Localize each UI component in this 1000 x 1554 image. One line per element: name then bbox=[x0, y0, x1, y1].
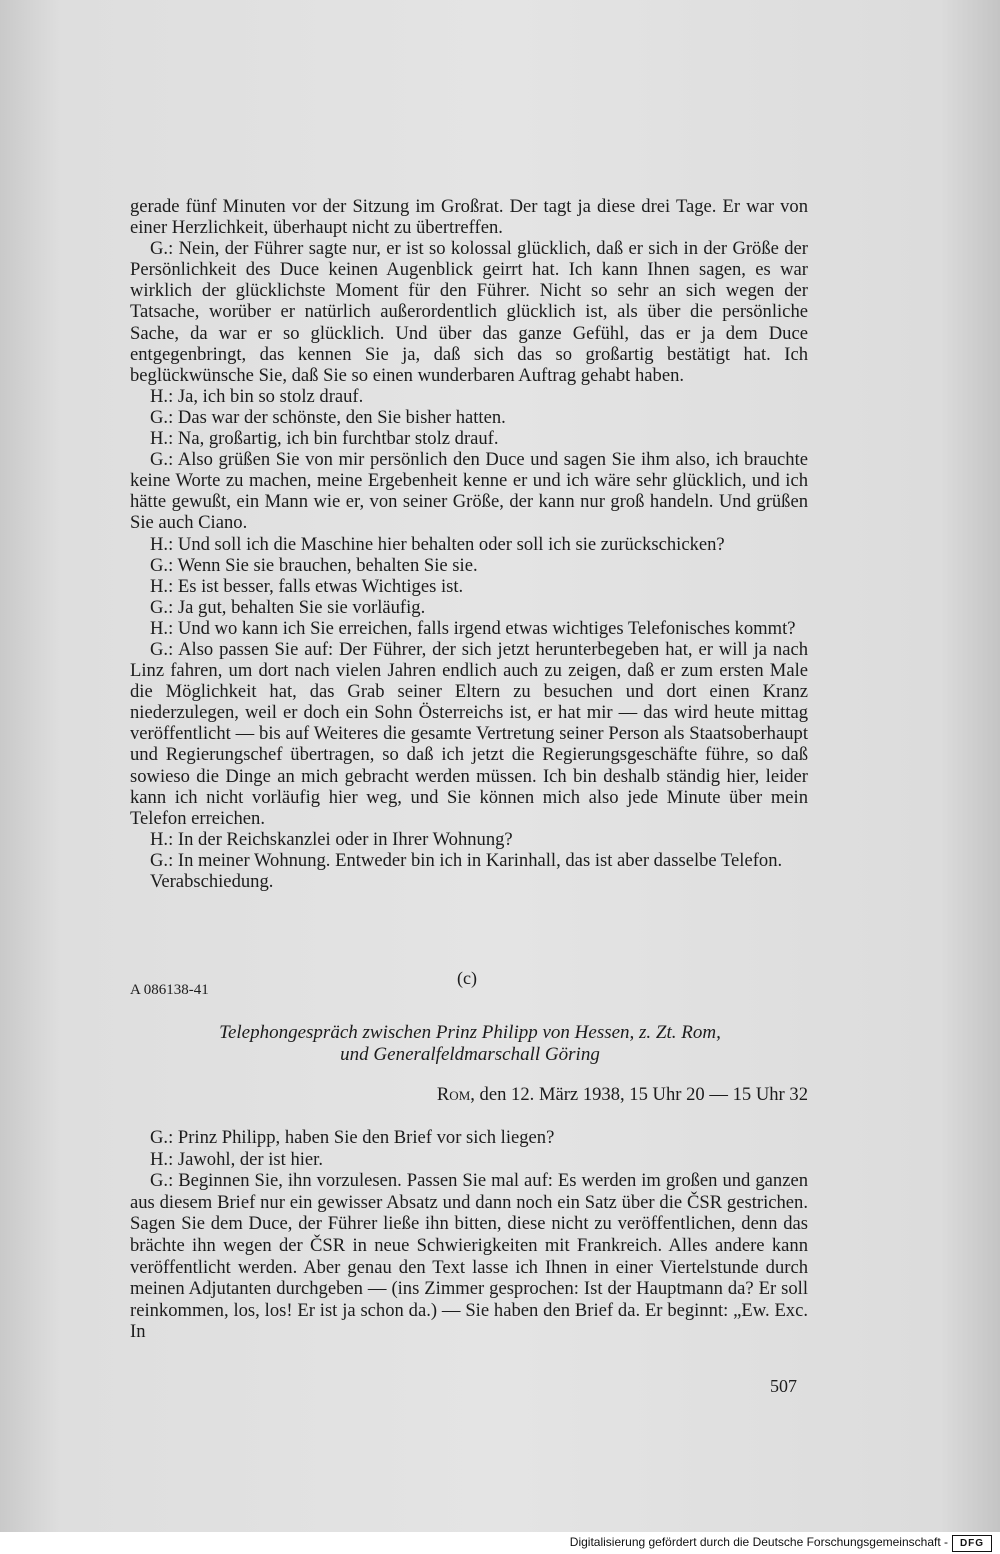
paragraph: H.: Jawohl, der ist hier. bbox=[150, 1148, 323, 1170]
paragraph: G.: Nein, der Führer sagte nur, er ist so kolossal glücklich, daß er sich in der Größe der Persönlichkeit des Duce keinen Augenblick geirrt hat. Ich kann Ihnen sagen, es war wirklich der glücklichste Moment für den Führer. Nicht so sehr an sich wegen der Tatsache, worüber er natürlich außerordentlich glücklich ist, als über die persönliche Sache, da war er so glücklich. Und über das ganze Gefühl, das er ja dem Duce entgegenbringt, das kennen Sie ja, daß sich das so großartig bestätigt hat. Ich beglückwünsche Sie, daß Sie so einen wunderbaren Auftrag gehabt haben. bbox=[130, 238, 808, 386]
paragraph: gerade fünf Minuten vor der Sitzung im Großrat. Der tagt ja diese drei Tage. Er war von einer Herzlichkeit, überhaupt nicht zu übertreffen. bbox=[130, 196, 808, 239]
paragraph: G.: Prinz Philipp, haben Sie den Brief vor sich liegen? bbox=[150, 1127, 555, 1148]
heading-line: und Generalfeldmarschall Göring bbox=[340, 1044, 600, 1065]
section-label: (c) bbox=[457, 968, 477, 988]
dfg-logo-icon: DFG bbox=[952, 1535, 992, 1552]
paragraph: H.: In der Reichskanzlei oder in Ihrer Wohnung? bbox=[150, 828, 513, 850]
page-number: 507 bbox=[770, 1376, 797, 1396]
paragraph: G.: Das war der schönste, den Sie bisher hatten. bbox=[150, 406, 506, 428]
paragraph: G.: Also passen Sie auf: Der Führer, der sich jetzt herunterbegeben hat, er will ja nach Linz fahren, um dort nach vielen Jahren endlich auch zu zeigen, daß er zum ersten Male die Möglichkeit hat, das Grab seiner Eltern zu besuchen und dort einen Kranz niederzulegen, weil er doch ein Sohn Österreichs ist, er hat mir — das wird heute mittag veröffentlicht — bis auf Weiteres die gesamte Vertretung seiner Person als Staatsoberhaupt und Regierungschef übertragen, so daß ich jetzt die Regierungsgeschäfte führe, so daß sowieso die Dinge an mich gebracht werden müssen. Ich bin deshalb ständig hier, leider kann ich nicht vorläufig hier weg, und Sie können mich also jede Minute über mein Telefon erreichen. bbox=[130, 638, 808, 829]
paragraph: G.: Also grüßen Sie von mir persönlich den Duce und sagen Sie ihm also, ich brauchte keine Worte zu machen, meine Ergebenheit kenne er und ich wäre sehr glücklich, und ich hätte gewußt, ein Mann wie er, von seiner Größe, der kann nur groß handeln. Und grüßen Sie auch Ciano. bbox=[130, 449, 808, 534]
section-heading bbox=[160, 1022, 780, 1066]
heading-line: Telephongespräch zwischen Prinz Philipp von Hessen, z. Zt. Rom, bbox=[219, 1022, 721, 1043]
footer-credit: Digitalisierung gefördert durch die Deutsche Forschungsgemeinschaft - bbox=[569, 1535, 948, 1549]
paragraph: G.: In meiner Wohnung. Entweder bin ich in Karinhall, das ist aber dasselbe Telefon. bbox=[150, 849, 783, 871]
paragraph: H.: Es ist besser, falls etwas Wichtiges ist. bbox=[150, 575, 464, 597]
paragraph: Verabschiedung. bbox=[150, 871, 274, 892]
body-text-section-c bbox=[130, 1127, 808, 1343]
paragraph: G.: Beginnen Sie, ihn vorzulesen. Passen Sie mal auf: Es werden im großen und ganzen aus diesem Brief nur ein gewisser Absatz und dann noch ein Satz über die ČSR gestrichen. Sagen Sie dem Duce, der Führer ließe ihn bitten, diese nicht zu veröffentlichen, denn das brächte ihn wegen der ČSR in neue Schwierigkeiten mit Frankreich. Alles andere kann veröffentlicht werden. Aber genau den Text lasse ich Ihnen in einer Viertelstunde durch meinen Adjutanten durchgeben — (ins Zimmer gesprochen: Ist der Hauptmann da? Er soll reinkommen, los, los! Er ist ja schon da.) — Sie haben den Brief da. Er beginnt: „Ew. Exc. In bbox=[130, 1170, 808, 1343]
paragraph: H.: Ja, ich bin so stolz drauf. bbox=[150, 385, 364, 407]
body-text-section-1 bbox=[130, 196, 808, 892]
dateline bbox=[130, 1084, 808, 1106]
paragraph: H.: Und wo kann ich Sie erreichen, falls irgend etwas wichtiges Telefonisches kommt? bbox=[150, 617, 796, 639]
dateline-date-time: den 12. März 1938, 15 Uhr 20 — 15 Uhr 32 bbox=[474, 1084, 808, 1105]
document-reference: A 086138-41 bbox=[130, 982, 209, 998]
paragraph: H.: Na, großartig, ich bin furchtbar stolz drauf. bbox=[150, 428, 499, 450]
paragraph: H.: Und soll ich die Maschine hier behalten oder soll ich sie zurückschicken? bbox=[150, 533, 725, 555]
paragraph: G.: Wenn Sie sie brauchen, behalten Sie sie. bbox=[150, 554, 478, 576]
footer-bar bbox=[0, 1532, 1000, 1554]
dateline-city: Rom, bbox=[436, 1084, 475, 1105]
paragraph: G.: Ja gut, behalten Sie sie vorläufig. bbox=[150, 596, 426, 618]
